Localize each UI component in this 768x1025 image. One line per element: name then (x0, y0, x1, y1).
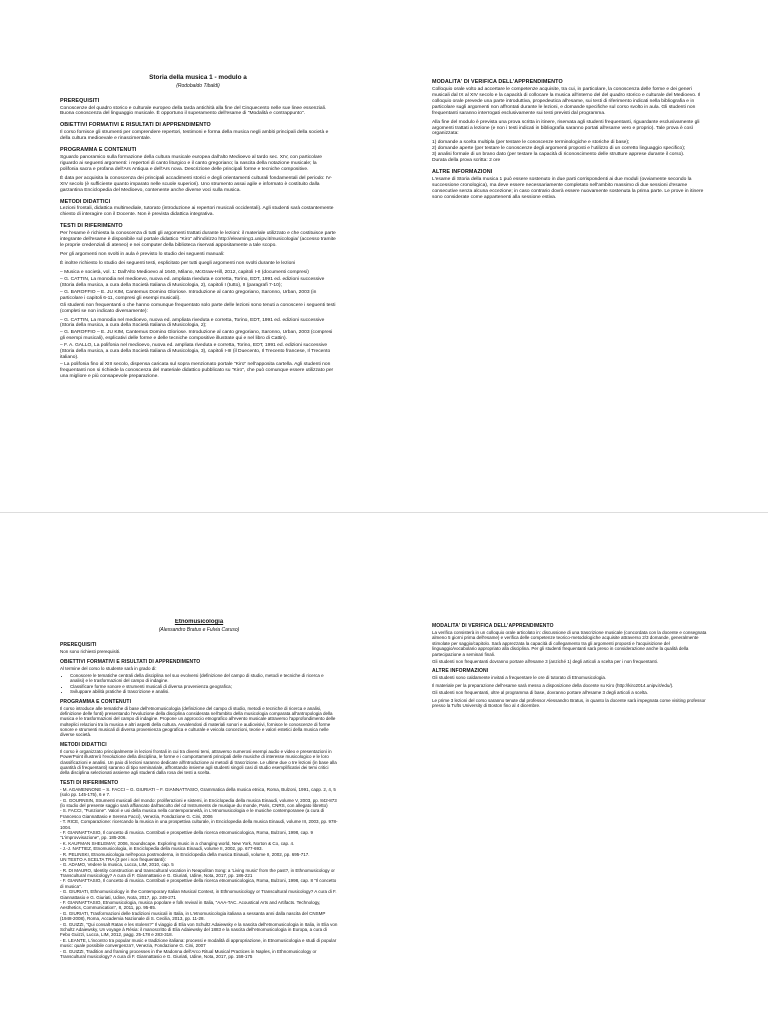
reference-list (60, 270, 336, 302)
section (432, 623, 710, 664)
paragraph: Le prime 3 lezioni del corso saranno tenute dal professor Alessandro Bratus, in quanto la docente sarà impegnata come visiting professor presso la Tufts University di Boston fino al 4 dicembre. (432, 697, 706, 708)
reference-item: - F. GIANNATTASIO, Il concetto di musica. Contributi e prospettive della ricerca etnomusicologica, Roma, Bulzoni, 1998, cap. 9 "L'improvvisazione", pp. 185-206. (60, 829, 313, 841)
bullet-item: • Classificare forme sonore e strumenti musicali di diversa provenienza geografica; (70, 684, 338, 689)
section-heading: MODALITA' DI VERIFICA DELL'APPRENDIMENTO (432, 79, 563, 85)
paragraph: Il corso fornisce gli strumenti per comprendere repertori, testimoni e forma della musica negli ambiti principali della società e della cultura medioevale e rinascimentale. (60, 130, 329, 142)
bullet-list (60, 673, 338, 695)
course-instructor: (Alessandro Bratus e Fulvia Caruso) (158, 627, 240, 634)
course-title: Etnomusicologia (174, 619, 224, 625)
paragraph: Al termine del corso lo studente sarà in grado di: (60, 665, 157, 671)
right-column (432, 74, 710, 204)
reference-item: – G. CATTIN, La monodia nel medioevo, nuova ed. ampliata riveduta e corretta, Torino, EDT, 1991 ed. edizioni successive (Storia della musica, a cura della Società Italiana di Musicologia, 2), capitoli I (tutto), II (paragrafi 7-10); (60, 276, 325, 288)
paragraph: Gli studenti sono caldamente invitati a frequentare le ore di tutorato di Etnomusicologia. (432, 675, 607, 681)
reference-item: – Musica e società, vol. 1: Dall'Alto Medioevo al 1640, Milano, McGraw-Hill, 2012, capitoli I-II (documenti compresi) (60, 269, 309, 275)
bullet-item: • Conoscere le tematiche centrali della disciplina nel suo evolversi (definizione del campo di studio, metodi e tecniche di ricerca e analisi) e le trasformazioni del campo di indagine. (70, 673, 338, 684)
paragraph: 1) domande a scelta multipla (per testare le conoscenze terminologiche e storiche di base); 2) domande aperte (per testare le conoscenze degli argomenti proposti e l'utilizzo di un corretto linguaggio specifico); 3) analisi formale di un brano dato (per testare la capacità di riconoscimento delle strutture apprese durante il corso). Durata della prova scritta: 2 ore (432, 140, 686, 164)
reference-item: - F. GIANNATTASIO, Etnomusicologia, musica popolare e folk revival in Italia, "AAA-TAC. Acoustical Arts and Artifacts. Technology, Aesthetics, Communication", 8, 2011, pp. 95-85. (60, 900, 321, 911)
section-heading: TESTI DI RIFERIMENTO (60, 779, 119, 786)
section-heading: ALTRE INFORMAZIONI (432, 668, 489, 675)
section-heading: PROGRAMMA E CONTENUTI (60, 147, 137, 154)
section (60, 147, 336, 194)
section (432, 79, 710, 164)
reference-item: - R. PELINSKI, Etnomusicologia nell'epoca postmoderna, in Enciclopedia della musica Einaudi, volume II, 2002, pp. 695-717. (60, 851, 310, 857)
section-heading: OBIETTIVI FORMATIVI E RISULTATI DI APPRENDIMENTO (60, 658, 201, 665)
reference-item: – F. A. GALLO, La polifonia nel medioevo, nuova ed. ampliata riveduta e corretta, Torino, EDT, 1991 ed. edizioni successive (Storia della musica, a cura della Società Italiana di Musicologia, 3), capitoli I-III (il Duecento, Il Trecento francese, Il Trecento italiano). (60, 343, 331, 361)
reference-item: – G. BAROFFIO – E. JU KIM, Cantemus Domino Gloriose. Introduzione al canto gregoriano, Saronno, Urban, 2003 (compresi gli esempi musicali), esplicativi delle forme e delle tecniche compositive illustrate qui e nel libro di Cattin). (60, 330, 333, 342)
left-column (60, 619, 338, 959)
paragraph: Gli studenti non frequentanti o che hanno comunque frequentato solo parte delle lezioni sono tenuti a conoscere i seguenti testi (completi se non indicato diversamente): (60, 302, 336, 314)
section-heading: TESTI DI RIFERIMENTO (60, 223, 123, 230)
syllabus-page-etnomusicologia (0, 512, 768, 1025)
section (60, 199, 336, 219)
reference-list (60, 318, 336, 381)
left-column (60, 74, 336, 381)
section (60, 699, 338, 738)
course-instructor: (Rodobaldo Tibaldi) (176, 82, 220, 89)
reference-item: UN TESTO A SCELTA TRA (3 per i non frequentanti): (60, 856, 166, 862)
section (60, 98, 336, 118)
section-heading: PREREQUISITI (60, 642, 97, 649)
paragraph: Per l'esame è richiesta la conoscenza di tutti gli argomenti trattati durante le lezioni: il materiale utilizzato e che costituisce parte integrante dell'esame è disponibile sul portale didattico "Kiro" all'indirizzo http://elearning1.unipv.it/musicologia/ (accesso tramite le proprie credenziali di ateneo) e nei computer della biblioteca riservati appositamente a tale scopo. (60, 230, 336, 248)
reference-item: - G. GOURNSIN, Strumenti musicali del mondo: proliferazioni e sistemi, in Enciclopedia della musica Einaudi, volume V, 2003, pp. 842-873 (lo studio del presente saggio sarà affiancato dall'ascolto del cd Instruments de musique du monde, Paris, CNRS, con allegato libretto) (60, 797, 337, 808)
paragraph: Il corso è organizzato principalmente in lezioni frontali in cui tra diversi temi, attraverso numerosi esempi audio e video e presentazioni in PowerPoint illustrerò l'evoluzione della disciplina, le forme e i comportamenti principali delle musiche di interesse musicologico e le loro classificazioni e analisi. Un paio di lezioni saranno dedicate all'introduzione ai metodi di trascrizione. Le ultime due o tre lezioni (in base alla quantità di frequentanti) saranno di tipo seminariale, affrontando insieme agli studenti singoli casi di studio esemplificativi dei temi critici della disciplina selezionati assieme agli studenti dalla rosa dei testi a scelta. (60, 748, 337, 776)
paragraph: Gli studenti non frequentanti, oltre al programma di base, dovranno portare all'esame 3 degli articoli a scelta. (432, 690, 648, 696)
reference-item: - G. GUIZZI, Tradition and framing processes in the Madonna dell'Arco Ritual Musical Practices in Naples, in Ethnomusicology or Transcultural musicology? A cura di F. Giannattasio e G. Giuriati, Udine, Nota, 2017, pp. 158-175 (60, 948, 317, 959)
section (432, 668, 710, 708)
reference-item: - G. ADAMO, Vedere la musica, Lucca, LIM, 2010, cap. 5 (60, 862, 174, 868)
reference-item: - M. AGAMENNONE – S. FACCI – G. GIURIATI – F. GIANNATTASIO, Grammatica della musica etnica, Roma, Bulzoni, 1991, capp. 2, 4, 5 (solo pp. 145-175), 6 e 7. (60, 786, 336, 798)
reference-item: - F. GIANNATTASIO, Il concetto di musica. Contributi e prospettive della ricerca etnomusicologica, Roma, Bulzoni, 1998, cap. 8 "Il concetto di musica". (60, 878, 337, 889)
section-heading: OBIETTIVI FORMATIVI E RISULTATI DI APPRENDIMENTO (60, 122, 211, 129)
paragraph: L'esame di Storia della musica 1 può essere sostenuto in due parti corrispondenti ai due moduli (ovviamente secondo la successione cronologica), ma deve essere necessariamente completato nell'ambito massimo di due sessioni d'esame consecutive senza alcuna eccezione; in caso contrario dovrà essere nuovamente sostenuta la prima parte. Le prove in itinere sono considerate come appartenenti alla sessione estiva. (432, 177, 704, 200)
syllabus-page-storia-musica (0, 0, 768, 512)
right-column (432, 619, 710, 710)
course-title: Storia della musica 1 - modulo a (149, 74, 247, 81)
section (60, 742, 338, 776)
section (60, 780, 338, 960)
reference-list (60, 787, 338, 960)
reference-item: - S. FACCI, "Funzione". Valori e usi della musica nella contemporaneità, in L'etnomusicologia e le musiche contemporanee (a cura di Francesco Giannattasio e Serena Facci), Venezia, Fondazione G. Cini, 2006 (60, 808, 325, 819)
section-heading: ALTRE INFORMAZIONI (432, 169, 493, 176)
section (60, 318, 336, 381)
bullet-item: • Sviluppare abilità pratiche di trascrizione e analisi. (70, 689, 338, 694)
paragraph: Sguardo panoramico sulla formazione della cultura musicale europea dall'alto Medioevo al tardo sec. XIV, con particolare riguardo ai seguenti argomenti: i repertori di canto liturgico e il canto gregoriano; la nascita della notazione musicale; la polifonia sacra e profana dell'Ars Antiqua e dell'Ars nova. Descrizione delle principali forme e tecniche compositive. (60, 154, 323, 172)
paragraph: Colloquio orale volto ad accertare le competenze acquisite, tra cui, in particolare, la conoscenza delle forme e dei generi musicali dal IX al XIV secolo e la capacità di collocare la musica all'interno del del quadro storico e culturale del Medioevo. Il colloquio orale prevede una parte introduttiva, propedeutica all'esame, sui testi di riferimento indicati nella bibliografia e in particolare sugli argomenti non affrontati durante le lezioni, e domande specifiche sul corso svolto in aula. Gli studenti non frequentanti saranno interrogati esclusivamente sui testi previsti dal programma. (432, 86, 701, 116)
section-heading: METODI DIDATTICI (60, 198, 111, 205)
paragraph: È inoltre richiesto lo studio dei seguenti testi, esplicitato per tutti quegli argomenti non svolti durante le lezioni (60, 260, 296, 266)
paragraph: Per gli argomenti non svolti in aula è previsto lo studio dei seguenti manuali: (60, 251, 225, 257)
section (60, 122, 336, 142)
reference-item: - R. DI MAURO, Identity construction and transcultural vocation in Neapolitan Song: a 'Living music' from the past?, in Ethnomusicology or Transcultural musicology? A cura di F. Giannattasio e G. Giuriati, Udine, Nota, 2017, pp. 186-221 (60, 867, 335, 879)
paragraph: Il materiale per la preparazione dell'esame sarà messo a disposizione della docente su Kiro (http://kiro2014.unipv.it/edu/). (432, 682, 674, 688)
paragraph: È data per acquisita la conoscenza dei principali accadimenti storici e degli orientamenti culturali fondamentali del periodo: IV-XIV secolo (è sufficiente quanto imparato nelle scuole superiori). Uno strumento assai agile e informato è costituito dalla garzantina Enciclopedia del Medioevo, contenente anche diverse voci sulla musica. (60, 175, 332, 193)
section (432, 169, 710, 201)
paragraph: Gli studenti non frequentanti dovranno portare all'esame 3 (anziché 1) degli articoli a scelta per i non frequentanti. (432, 658, 658, 664)
reference-item: - G. GIURIATI, Trasformazioni delle tradizioni musicali in Italia, in L'etnomusicologia italiana a sessanta anni dalla nascita del CNSMP (1948-2008), Roma, Accademia Nazionale di S. Cecilia, 2013, pp. 11-28. (60, 910, 326, 922)
section-heading: PREREQUISITI (60, 97, 100, 104)
paragraph: Il corso introduce alle tematiche di base dell'etnomusicologia (definizione del campo di studio, metodi e tecniche di ricerca e analisi, definizione delle fonti) presentando l'evoluzione della disciplina considerata nell'ambito della musicologia comparata all'antropologia della musica e le trasformazioni del campo di indagine. Propone un approccio etnografico all'evento musicale attraverso l'approfondimento delle molteplici relazioni tra la musica e altri aspetti della cultura. Avvalendosi di materiali sonori e audiovisivi, fornisce le conoscenze di forme sonore e strumenti musicali di diversa provenienza geografica e culturale e veicola concezioni, teorie e valori estetici della musica nelle diverse società. (60, 705, 336, 738)
reference-item: – G. CATTIN, La monodia nel medioevo, nuova ed. ampliata riveduta e corretta, Torino, EDT, 1991 ed. edizioni successive (Storia della musica, a cura della Società Italiana di Musicologia, 2); (60, 317, 325, 329)
reference-item: - G. GIURIATI, Ethnomusicology in the Contemporary Italian Musical Context, in Ethnomusicology or Transcultural musicology? A cura di F. Giannattasio e G. Giuriati, Udine, Nota, 2017, pp. 249-271 (60, 889, 337, 900)
paragraph: Conoscenze del quadro storico e culturale europeo della tarda antichità alla fine del Cinquecento nelle sue linee essenziali. Buona conoscenza del linguaggio musicale. È opportuno il superamento dell'esame di "Modalità e contrappunto". (60, 105, 327, 117)
reference-item: - T. RICE, Comparazione: ricercando la musica in una prospettiva culturale, in Enciclopedia della musica Einaudi, volume III, 2003, pp. 978-1004. (60, 819, 338, 830)
reference-item: - J.-J. NATTIEZ, Etnomusicologia, in Enciclopedia della musica Einaudi, volume II, 2002, pp. 677-693. (60, 846, 263, 852)
section-heading: METODI DIDATTICI (60, 741, 107, 748)
section-heading: PROGRAMMA E CONTENUTI (60, 698, 132, 705)
section (60, 659, 338, 695)
reference-item: - K. KAUFMAN SHELEMAY, 2006, Soundscape. Exploring music in a changing world, New York, Norton & Co, cap. 4. (60, 840, 295, 846)
paragraph: Non sono richiesti prerequisiti. (60, 649, 121, 655)
section-heading: MODALITA' DI VERIFICA DELL'APPRENDIMENTO (432, 623, 554, 629)
reference-item: - E. LEANTE, L'incontro tra popular music e tradizione italiana: processi e modalità di appropriazione, in Etnomusicologia e studi di popular music: quale possibile convergenza?, Venezia, Fondazione G. Cini, 2007 (60, 937, 337, 949)
section (60, 223, 336, 267)
section (60, 303, 336, 315)
reference-item: - G. GUIZZI, "Qui consalt Ratas e les stolens?" Il viaggio di Elia von Schultz Adaiewsky e la nascita dell'etnomusicologia in Italia, in Elia von Schultz Adaiewsky, Un voyage à Résia: il manoscritto di Elia Adaiewsky del 1883 e la nascita dell'etnomusicologia in Europa, a cura di Febo Guizzi, Lucca, LIM, 2012, pagg. 25-178 e 283-318. (60, 921, 338, 938)
section (60, 270, 336, 302)
paragraph: Lezioni frontali, didattica multimediale, tutorato (introduzione ai repertori musicali occidentali). Agli studenti sarà costantemente chiesto di interagire con il Docente. Non è prevista didattica integrativa. (60, 206, 334, 218)
reference-item: – La polifonia fino al XIII secolo, dispensa caricata sul sopra menzionato portale "Kiro" nell'apposita cartella. Agli studenti non frequentanti non si richiede la conoscenza del materiale didattico pubblicato su "Kiro", che può comunque essere utilizzato per una migliore e più consapevole preparazione. (60, 362, 334, 380)
paragraph: Alla fine del modulo è prevista una prova scritta in itinere, riservata agli studenti frequentanti, riguardante esclusivamente gli argomenti trattati a lezione (e non i testi indicati in bibliografia saranno portati all'esame vero e proprio). Tale prova è così organizzata: (432, 119, 700, 137)
section (60, 642, 338, 654)
paragraph: La verifica consisterà in un colloquio orale articolato in: discussione di una trascrizione musicale (concordata con la docente e consegnata almeno 5 giorni prima dell'esame) e verifica delle competenze teorico-metodologiche acquisite attraverso 2/3 domande, generalmente stimolate per saggio/capitolo. Sarà apprezzata la capacità di collegamento tra gli argomenti proposti e l'acquisizione del linguaggio/vocabolario appropriato alla disciplina. Per gli studenti frequentanti sarà preso in considerazione anche la qualità della partecipazione a seminari finali. (432, 630, 707, 657)
reference-item: – G. BAROFFIO – E. JU KIM, Cantemus Domino Gloriose. Introduzione al canto gregoriano, Saronno, Urban, 2003 (in particolare i capitoli 6-11, compresi gli esempi musicali). (60, 289, 317, 301)
